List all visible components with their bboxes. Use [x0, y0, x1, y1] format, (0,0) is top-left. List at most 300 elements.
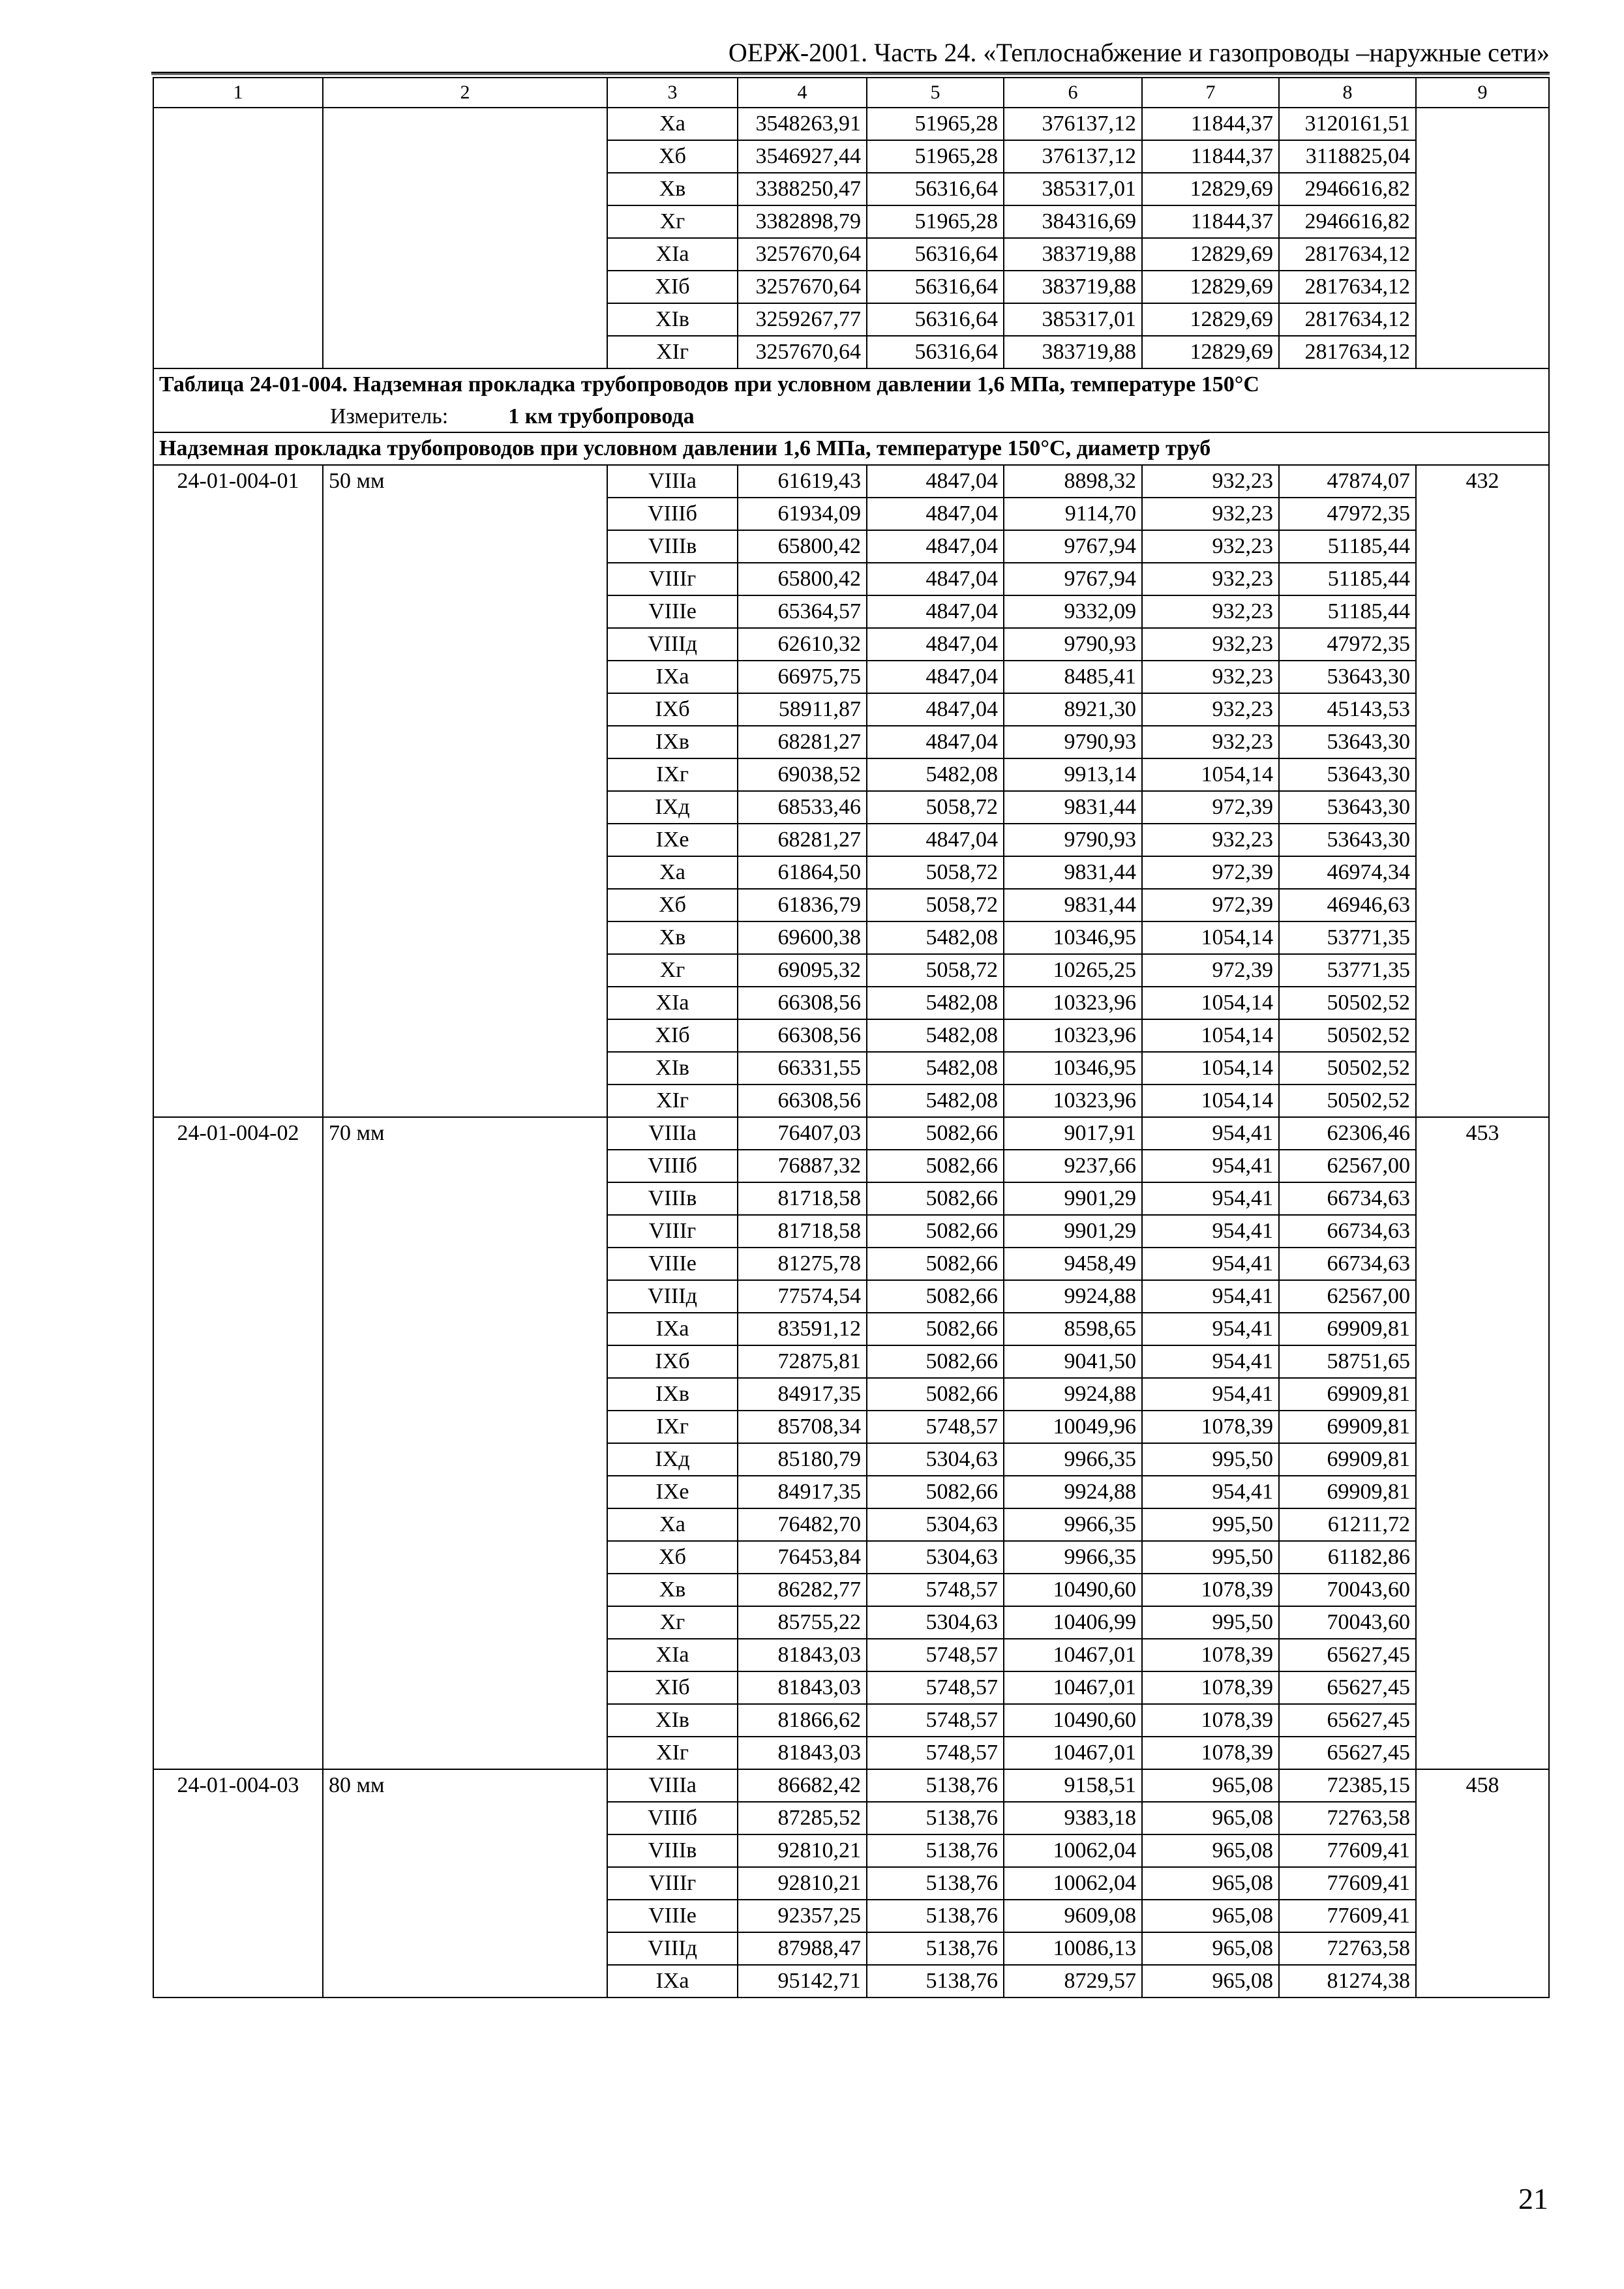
table-cell: 65627,45 — [1279, 1704, 1416, 1737]
table-cell: 9158,51 — [1004, 1769, 1142, 1802]
empty-code-cell — [153, 108, 323, 368]
table-cell: 5138,76 — [867, 1802, 1004, 1834]
table-cell: 11844,37 — [1142, 108, 1279, 140]
table-cell: 4847,04 — [867, 465, 1004, 498]
table-cell: 53643,30 — [1279, 824, 1416, 856]
subheader: Надземная прокладка трубопроводов при условном давлении 1,6 МПа, температуре 150°С, диаметр труб — [153, 432, 1549, 465]
table-cell: 66734,63 — [1279, 1248, 1416, 1280]
table-cell: 1054,14 — [1142, 987, 1279, 1019]
table-cell: 5058,72 — [867, 889, 1004, 921]
table-cell: 9017,91 — [1004, 1117, 1142, 1150]
table-cell: 995,50 — [1142, 1606, 1279, 1639]
table-cell: 12829,69 — [1142, 238, 1279, 271]
table-cell: 76482,70 — [738, 1508, 867, 1541]
table-cell: 4847,04 — [867, 628, 1004, 661]
table-cell: 84917,35 — [738, 1378, 867, 1411]
table-cell: 2946616,82 — [1279, 205, 1416, 238]
table-cell: 47874,07 — [1279, 465, 1416, 498]
column-number: 9 — [1416, 78, 1549, 108]
table-cell: 72763,58 — [1279, 1802, 1416, 1834]
table-cell: 51185,44 — [1279, 563, 1416, 595]
table-cell: 5082,66 — [867, 1182, 1004, 1215]
table-cell: 9966,35 — [1004, 1541, 1142, 1574]
table-cell: 1054,14 — [1142, 1019, 1279, 1052]
table-cell: 45143,53 — [1279, 693, 1416, 726]
table-cell: 69600,38 — [738, 921, 867, 954]
table-cell: 58911,87 — [738, 693, 867, 726]
empty-col9-cell — [1416, 108, 1549, 368]
table-title-cell — [153, 368, 1549, 432]
table-cell: Xa — [607, 108, 738, 140]
table-cell: VIIIб — [607, 498, 738, 530]
table-cell: 70043,60 — [1279, 1606, 1416, 1639]
table-cell: 9831,44 — [1004, 889, 1142, 921]
table-cell: 9458,49 — [1004, 1248, 1142, 1280]
table-cell: IXв — [607, 726, 738, 758]
table-cell: 3120161,51 — [1279, 108, 1416, 140]
table-cell: 81843,03 — [738, 1671, 867, 1704]
table-cell: VIIIa — [607, 1117, 738, 1150]
table-cell: 76887,32 — [738, 1150, 867, 1182]
empty-diameter-cell — [323, 108, 607, 368]
table-cell: 53643,30 — [1279, 791, 1416, 824]
table-title: Таблица 24-01-004. Надземная прокладка трубопроводов при условном давлении 1,6 МПа, температуре 150°С — [159, 372, 1259, 396]
table-cell: 65800,42 — [738, 530, 867, 563]
table-cell: 87285,52 — [738, 1802, 867, 1834]
table-cell: 5082,66 — [867, 1476, 1004, 1508]
table-cell: 56316,64 — [867, 336, 1004, 368]
table-cell: 83591,12 — [738, 1313, 867, 1345]
table-cell: 383719,88 — [1004, 336, 1142, 368]
column-number: 4 — [738, 78, 867, 108]
table-cell: 3259267,77 — [738, 303, 867, 336]
table-cell: 9767,94 — [1004, 530, 1142, 563]
table-cell: 87988,47 — [738, 1932, 867, 1965]
table-cell: 932,23 — [1142, 498, 1279, 530]
table-cell: 9332,09 — [1004, 595, 1142, 628]
table-cell: 9966,35 — [1004, 1508, 1142, 1541]
table-cell: 5138,76 — [867, 1834, 1004, 1867]
table-cell: 5138,76 — [867, 1900, 1004, 1932]
meter-value: 1 км трубопровода — [508, 404, 695, 428]
table-cell: 10323,96 — [1004, 987, 1142, 1019]
table-cell: Xa — [607, 1508, 738, 1541]
table-cell: 53643,30 — [1279, 758, 1416, 791]
table-cell: 4847,04 — [867, 563, 1004, 595]
rate-code: 24-01-004-01 — [153, 465, 323, 1117]
table-cell: 9831,44 — [1004, 856, 1142, 889]
table-cell: 965,08 — [1142, 1802, 1279, 1834]
table-cell: 954,41 — [1142, 1215, 1279, 1248]
column-number: 5 — [867, 78, 1004, 108]
table-cell: 56316,64 — [867, 271, 1004, 303]
table-cell: 84917,35 — [738, 1476, 867, 1508]
table-cell: 5082,66 — [867, 1117, 1004, 1150]
header-rule-thin — [151, 74, 1550, 75]
table-cell: 66734,63 — [1279, 1215, 1416, 1248]
table-cell: 69909,81 — [1279, 1476, 1416, 1508]
table-cell: 965,08 — [1142, 1965, 1279, 1997]
table-cell: 5138,76 — [867, 1867, 1004, 1900]
table-cell: 2817634,12 — [1279, 336, 1416, 368]
table-cell: 65627,45 — [1279, 1671, 1416, 1704]
table-cell: 46946,63 — [1279, 889, 1416, 921]
table-cell: 8729,57 — [1004, 1965, 1142, 1997]
table-cell: 5304,63 — [867, 1541, 1004, 1574]
table-row — [153, 108, 1549, 140]
table-cell: 10049,96 — [1004, 1411, 1142, 1443]
table-cell: 5138,76 — [867, 1965, 1004, 1997]
table-cell: 932,23 — [1142, 628, 1279, 661]
table-cell: IXг — [607, 1411, 738, 1443]
table-cell: 61619,43 — [738, 465, 867, 498]
table-cell: 50502,52 — [1279, 987, 1416, 1019]
table-cell: 10467,01 — [1004, 1737, 1142, 1769]
table-cell: Xб — [607, 1541, 738, 1574]
table-cell: 9114,70 — [1004, 498, 1142, 530]
table-cell: 10490,60 — [1004, 1574, 1142, 1606]
table-cell: 9831,44 — [1004, 791, 1142, 824]
table-cell: VIIIд — [607, 1280, 738, 1313]
table-cell: 10265,25 — [1004, 954, 1142, 987]
table-cell: 9383,18 — [1004, 1802, 1142, 1834]
table-cell: IXд — [607, 1443, 738, 1476]
meter-line — [159, 402, 1543, 432]
pipe-diameter: 70 мм — [323, 1117, 607, 1769]
table-cell: Xг — [607, 205, 738, 238]
table-cell: 12829,69 — [1142, 303, 1279, 336]
table-cell: 85180,79 — [738, 1443, 867, 1476]
header-rule — [151, 72, 1550, 74]
table-cell: 50502,52 — [1279, 1052, 1416, 1085]
table-cell: 5482,08 — [867, 1085, 1004, 1117]
table-cell: 5748,57 — [867, 1574, 1004, 1606]
page-number: 21 — [1518, 2182, 1548, 2215]
table-cell: 5482,08 — [867, 921, 1004, 954]
table-cell: 47972,35 — [1279, 628, 1416, 661]
table-cell: 5082,66 — [867, 1215, 1004, 1248]
table-cell: XIa — [607, 1639, 738, 1671]
column-number: 2 — [323, 78, 607, 108]
table-cell: 10467,01 — [1004, 1639, 1142, 1671]
table-cell: 11844,37 — [1142, 140, 1279, 173]
table-cell: 53771,35 — [1279, 954, 1416, 987]
table-cell: VIIIв — [607, 530, 738, 563]
table-cell: 3118825,04 — [1279, 140, 1416, 173]
table-cell: 954,41 — [1142, 1378, 1279, 1411]
table-cell: 5748,57 — [867, 1411, 1004, 1443]
table-cell: 86682,42 — [738, 1769, 867, 1802]
table-cell: 81274,38 — [1279, 1965, 1416, 1997]
table-cell: VIIIг — [607, 1215, 738, 1248]
table-row — [153, 465, 1549, 498]
table-cell: 62567,00 — [1279, 1150, 1416, 1182]
table-cell: 972,39 — [1142, 954, 1279, 987]
table-cell: 1078,39 — [1142, 1411, 1279, 1443]
table-cell: 5082,66 — [867, 1280, 1004, 1313]
table-cell: 1054,14 — [1142, 1085, 1279, 1117]
table-cell: 932,23 — [1142, 563, 1279, 595]
table-cell: IXa — [607, 1313, 738, 1345]
table-cell: 1078,39 — [1142, 1671, 1279, 1704]
table-cell: 385317,01 — [1004, 173, 1142, 205]
table-cell: 92810,21 — [738, 1834, 867, 1867]
table-cell: 3546927,44 — [738, 140, 867, 173]
table-cell: 383719,88 — [1004, 271, 1142, 303]
table-cell: 66975,75 — [738, 661, 867, 693]
table-cell: 9790,93 — [1004, 628, 1142, 661]
table-cell: 2817634,12 — [1279, 238, 1416, 271]
rate-code: 24-01-004-03 — [153, 1769, 323, 1997]
table-cell: 68281,27 — [738, 824, 867, 856]
table-cell: 85708,34 — [738, 1411, 867, 1443]
table-cell: 965,08 — [1142, 1834, 1279, 1867]
table-cell: 5082,66 — [867, 1150, 1004, 1182]
table-cell: 77574,54 — [738, 1280, 867, 1313]
table-cell: 10062,04 — [1004, 1834, 1142, 1867]
table-cell: 9901,29 — [1004, 1182, 1142, 1215]
table-cell: Xг — [607, 954, 738, 987]
table-cell: 2817634,12 — [1279, 271, 1416, 303]
table-cell: 5482,08 — [867, 987, 1004, 1019]
table-cell: 66331,55 — [738, 1052, 867, 1085]
table-cell: 66734,63 — [1279, 1182, 1416, 1215]
table-cell: VIIIд — [607, 628, 738, 661]
table-cell: 53771,35 — [1279, 921, 1416, 954]
table-cell: 72763,58 — [1279, 1932, 1416, 1965]
table-cell: 81275,78 — [738, 1248, 867, 1280]
table-cell: IXг — [607, 758, 738, 791]
table-cell: 51965,28 — [867, 205, 1004, 238]
table-cell: 932,23 — [1142, 595, 1279, 628]
table-cell: 3388250,47 — [738, 173, 867, 205]
table-cell: Xб — [607, 889, 738, 921]
table-cell: XIa — [607, 987, 738, 1019]
table-cell: 69909,81 — [1279, 1443, 1416, 1476]
table-cell: 9767,94 — [1004, 563, 1142, 595]
table-cell: 5304,63 — [867, 1606, 1004, 1639]
table-cell: 965,08 — [1142, 1900, 1279, 1932]
title-row — [153, 368, 1549, 432]
table-cell: 384316,69 — [1004, 205, 1142, 238]
table-cell: IXд — [607, 791, 738, 824]
table-cell: 53643,30 — [1279, 726, 1416, 758]
table-cell: VIIIв — [607, 1182, 738, 1215]
table-cell: 81718,58 — [738, 1215, 867, 1248]
table-cell: 10467,01 — [1004, 1671, 1142, 1704]
table-cell: 61836,79 — [738, 889, 867, 921]
table-cell: 9966,35 — [1004, 1443, 1142, 1476]
table-cell: IXe — [607, 824, 738, 856]
table-cell: 11844,37 — [1142, 205, 1279, 238]
table-cell: 56316,64 — [867, 303, 1004, 336]
col9-value: 432 — [1416, 465, 1549, 1117]
table-cell: 954,41 — [1142, 1280, 1279, 1313]
table-cell: 932,23 — [1142, 530, 1279, 563]
table-cell: 5082,66 — [867, 1345, 1004, 1378]
table-cell: 8598,65 — [1004, 1313, 1142, 1345]
table-cell: 65627,45 — [1279, 1639, 1416, 1671]
table-cell: 86282,77 — [738, 1574, 867, 1606]
table-cell: 954,41 — [1142, 1182, 1279, 1215]
col9-value: 458 — [1416, 1769, 1549, 1997]
column-numbers-row — [153, 78, 1549, 108]
table-cell: 10086,13 — [1004, 1932, 1142, 1965]
table-cell: XIв — [607, 303, 738, 336]
table-cell: 5058,72 — [867, 954, 1004, 987]
table-cell: Xг — [607, 1606, 738, 1639]
table-cell: 3257670,64 — [738, 336, 867, 368]
table-cell: 51185,44 — [1279, 595, 1416, 628]
table-cell: 81843,03 — [738, 1737, 867, 1769]
table-cell: XIг — [607, 1737, 738, 1769]
table-cell: 4847,04 — [867, 595, 1004, 628]
table-cell: 9901,29 — [1004, 1215, 1142, 1248]
table-cell: 4847,04 — [867, 824, 1004, 856]
table-cell: 50502,52 — [1279, 1085, 1416, 1117]
table-cell: 954,41 — [1142, 1313, 1279, 1345]
pipe-diameter: 50 мм — [323, 465, 607, 1117]
table-cell: 10346,95 — [1004, 921, 1142, 954]
table-cell: 62567,00 — [1279, 1280, 1416, 1313]
table-cell: 69038,52 — [738, 758, 867, 791]
table-cell: 10346,95 — [1004, 1052, 1142, 1085]
table-cell: 8485,41 — [1004, 661, 1142, 693]
table-row — [153, 1769, 1549, 1802]
table-cell: XIв — [607, 1704, 738, 1737]
table-cell: 3548263,91 — [738, 108, 867, 140]
table-cell: 4847,04 — [867, 661, 1004, 693]
table-cell: 1078,39 — [1142, 1574, 1279, 1606]
table-cell: 10323,96 — [1004, 1019, 1142, 1052]
table-cell: 81843,03 — [738, 1639, 867, 1671]
table-cell: 9924,88 — [1004, 1476, 1142, 1508]
table-cell: 383719,88 — [1004, 238, 1142, 271]
table-cell: IXб — [607, 1345, 738, 1378]
table-cell: 965,08 — [1142, 1769, 1279, 1802]
table-cell: 81718,58 — [738, 1182, 867, 1215]
table-cell: Xв — [607, 1574, 738, 1606]
pipe-diameter: 80 мм — [323, 1769, 607, 1997]
table-cell: 51185,44 — [1279, 530, 1416, 563]
table-cell: 5082,66 — [867, 1378, 1004, 1411]
table-cell: 66308,56 — [738, 1085, 867, 1117]
table-cell: 5138,76 — [867, 1932, 1004, 1965]
table-cell: 69909,81 — [1279, 1378, 1416, 1411]
column-number: 1 — [153, 78, 323, 108]
table-cell: 65364,57 — [738, 595, 867, 628]
table-cell: 9609,08 — [1004, 1900, 1142, 1932]
table-cell: 5058,72 — [867, 856, 1004, 889]
table-cell: 932,23 — [1142, 824, 1279, 856]
table-cell: XIг — [607, 1085, 738, 1117]
table-cell: VIIIa — [607, 465, 738, 498]
table-cell: 954,41 — [1142, 1476, 1279, 1508]
table-cell: 10406,99 — [1004, 1606, 1142, 1639]
table-cell: Xa — [607, 856, 738, 889]
table-cell: 4847,04 — [867, 498, 1004, 530]
column-number: 7 — [1142, 78, 1279, 108]
table-cell: 972,39 — [1142, 856, 1279, 889]
table-cell: 5748,57 — [867, 1639, 1004, 1671]
table-cell: 1078,39 — [1142, 1737, 1279, 1769]
table-cell: 5748,57 — [867, 1704, 1004, 1737]
table-cell: 51965,28 — [867, 140, 1004, 173]
table-cell: 995,50 — [1142, 1508, 1279, 1541]
table-cell: 9041,50 — [1004, 1345, 1142, 1378]
table-cell: 9790,93 — [1004, 726, 1142, 758]
table-cell: VIIIб — [607, 1802, 738, 1834]
table-cell: 10490,60 — [1004, 1704, 1142, 1737]
table-cell: 954,41 — [1142, 1248, 1279, 1280]
table-cell: 1078,39 — [1142, 1639, 1279, 1671]
table-cell: 92357,25 — [738, 1900, 867, 1932]
table-cell: 5748,57 — [867, 1671, 1004, 1704]
table-cell: XIб — [607, 271, 738, 303]
table-cell: 9913,14 — [1004, 758, 1142, 791]
table-cell: XIг — [607, 336, 738, 368]
table-cell: Xб — [607, 140, 738, 173]
table-cell: XIб — [607, 1671, 738, 1704]
table-cell: 8921,30 — [1004, 693, 1142, 726]
table-cell: 954,41 — [1142, 1150, 1279, 1182]
table-cell: 58751,65 — [1279, 1345, 1416, 1378]
table-cell: 376137,12 — [1004, 140, 1142, 173]
table-cell: 9924,88 — [1004, 1280, 1142, 1313]
table-cell: 5082,66 — [867, 1248, 1004, 1280]
table-cell: 76407,03 — [738, 1117, 867, 1150]
table-cell: 965,08 — [1142, 1867, 1279, 1900]
table-cell: 12829,69 — [1142, 336, 1279, 368]
table-cell: IXб — [607, 693, 738, 726]
rates-table — [153, 77, 1550, 1998]
table-cell: XIa — [607, 238, 738, 271]
table-cell: 376137,12 — [1004, 108, 1142, 140]
table-cell: 954,41 — [1142, 1345, 1279, 1378]
table-cell: VIIIe — [607, 1248, 738, 1280]
table-cell: VIIIб — [607, 1150, 738, 1182]
table-cell: 932,23 — [1142, 661, 1279, 693]
table-cell: 3257670,64 — [738, 271, 867, 303]
table-cell: 51965,28 — [867, 108, 1004, 140]
table-cell: 56316,64 — [867, 173, 1004, 205]
table-cell: 5058,72 — [867, 791, 1004, 824]
table-cell: 5482,08 — [867, 758, 1004, 791]
table-cell: VIIIг — [607, 1867, 738, 1900]
meter-label: Измеритель: — [330, 404, 449, 428]
table-cell: 9790,93 — [1004, 824, 1142, 856]
table-cell: 5304,63 — [867, 1443, 1004, 1476]
table-cell: 9924,88 — [1004, 1378, 1142, 1411]
table-cell: 965,08 — [1142, 1932, 1279, 1965]
table-cell: 46974,34 — [1279, 856, 1416, 889]
table-cell: 385317,01 — [1004, 303, 1142, 336]
table-cell: 61934,09 — [738, 498, 867, 530]
table-cell: 72385,15 — [1279, 1769, 1416, 1802]
table-cell: IXa — [607, 1965, 738, 1997]
table-cell: 2946616,82 — [1279, 173, 1416, 205]
table-cell: 77609,41 — [1279, 1867, 1416, 1900]
table-cell: 5082,66 — [867, 1313, 1004, 1345]
table-cell: 954,41 — [1142, 1117, 1279, 1150]
column-number: 6 — [1004, 78, 1142, 108]
table-cell: 62610,32 — [738, 628, 867, 661]
table-cell: 50502,52 — [1279, 1019, 1416, 1052]
table-row — [153, 1117, 1549, 1150]
table-cell: 5138,76 — [867, 1769, 1004, 1802]
table-cell: 3257670,64 — [738, 238, 867, 271]
table-cell: 65627,45 — [1279, 1737, 1416, 1769]
